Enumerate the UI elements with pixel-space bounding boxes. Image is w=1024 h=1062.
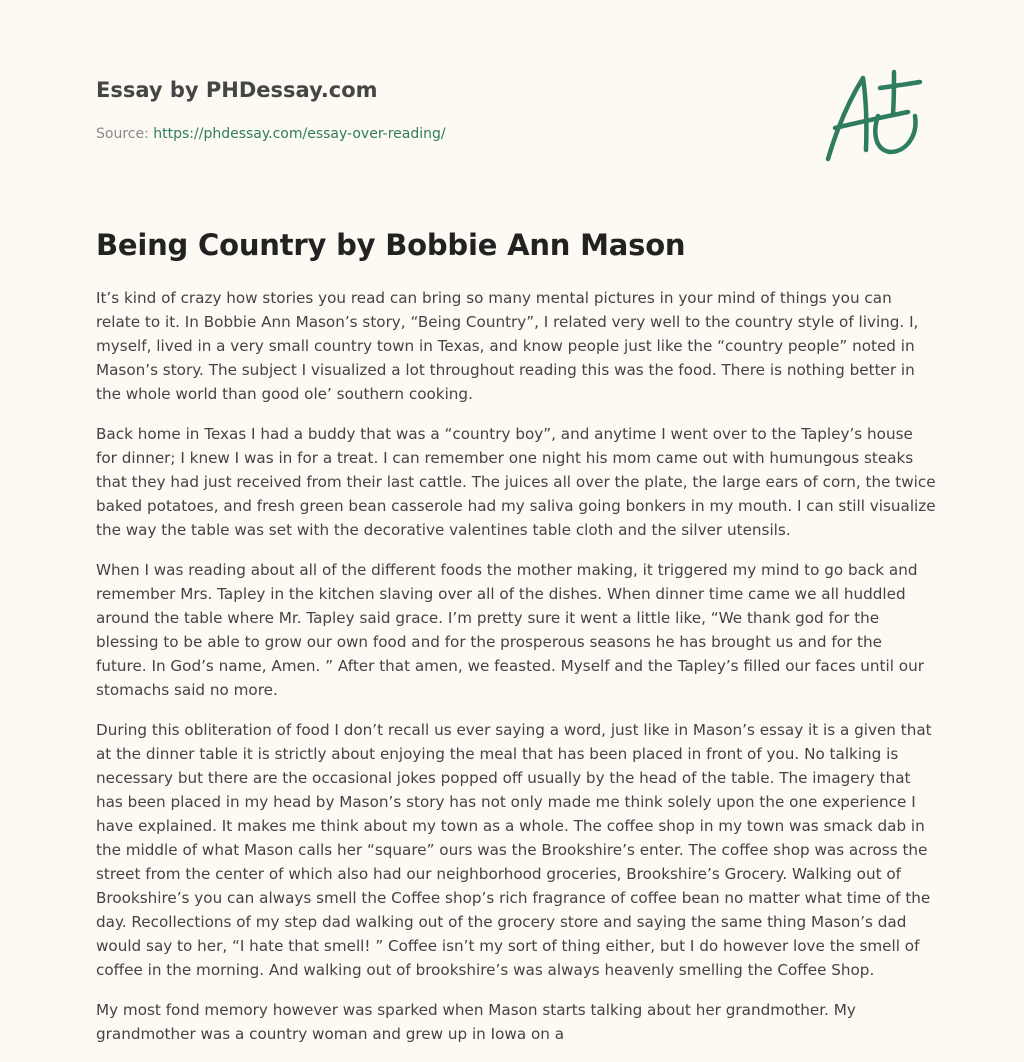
essay-paragraph: Back home in Texas I had a buddy that was a “country boy”, and anytime I went over to the Tapley’s house for dinner; I knew I was in for a treat. I can remember one night his mom came out with humungous steaks that they had just received from their last cattle. The juices all over the plate, the large ears of corn, the twice baked potatoes, and fresh green bean casserole had my saliva going bonkers in my mouth. I can still visualize the way the table was set with the decorative valentines table cloth and the silver utensils. (96, 425, 936, 539)
source-line (96, 124, 716, 144)
essay-paragraph: It’s kind of crazy how stories you read can bring so many mental pictures in your mind of things you can relate to it. In Bobbie Ann Mason’s story, “Being Country”, I related very well to the country style of living. I, myself, lived in a very small country town in Texas, and know people just like the “country people” noted in Mason’s story. The subject I visualized a lot throughout reading this was the food. There is nothing better in the whole world than good ole’ southern cooking. (96, 289, 919, 403)
page-header (96, 76, 716, 144)
essay-body (96, 286, 936, 1062)
essay-title: Being Country by Bobbie Ann Mason (96, 228, 686, 262)
essay-paragraph: During this obliteration of food I don’t recall us ever saying a word, just like in Mason’s essay it is a given that at the dinner table it is strictly about enjoying the meal that has been placed in front of you. No talking is necessary but there are the occasional jokes popped off usually by the head of the table. The imagery that has been placed in my head by Mason’s story has not only made me think solely upon the one experience I have explained. It makes me think about my town as a whole. The coffee shop in my town was smack dab in the middle of what Mason calls her “square” ours was the Brookshire’s enter. The coffee shop was across the street from the center of which also had our neighborhood groceries, Brookshire’s Grocery. Walking out of Brookshire’s you can always smell the Coffee shop’s rich fragrance of coffee bean no matter what time of the day. Recollections of my step dad walking out of the grocery store and saying the same thing Mason’s dad would say to her, “I hate that smell! ” Coffee isn’t my sort of thing either, but I do however love the smell of coffee in the morning. And walking out of brookshire’s was always heavenly smelling the Coffee Shop. (96, 721, 932, 979)
source-label: Source: (96, 126, 154, 142)
a-plus-logo-graphic (822, 66, 926, 164)
source-link[interactable]: https://phdessay.com/essay-over-reading/ (153, 126, 446, 142)
essay-paragraph: When I was reading about all of the different foods the mother making, it triggered my mind to go back and remember Mrs. Tapley in the kitchen slaving over all of the dishes. When dinner time came we all huddled around the table where Mr. Tapley said grace. I’m pretty sure it went a little like, “We thank god for the blessing to be able to grow our own food and for the prosperous seasons he has brought us and for the future. In God’s name, Amen. ” After that amen, we feasted. Myself and the Tapley’s filled our faces until our stomachs said no more. (96, 561, 924, 699)
site-brand: Essay by PHDessay.com (96, 78, 378, 102)
essay-paragraph: My most fond memory however was sparked when Mason starts talking about her grandmother. My grandmother was a country woman and grew up in Iowa on a (96, 1001, 856, 1043)
a-plus-logo-icon (822, 66, 926, 164)
